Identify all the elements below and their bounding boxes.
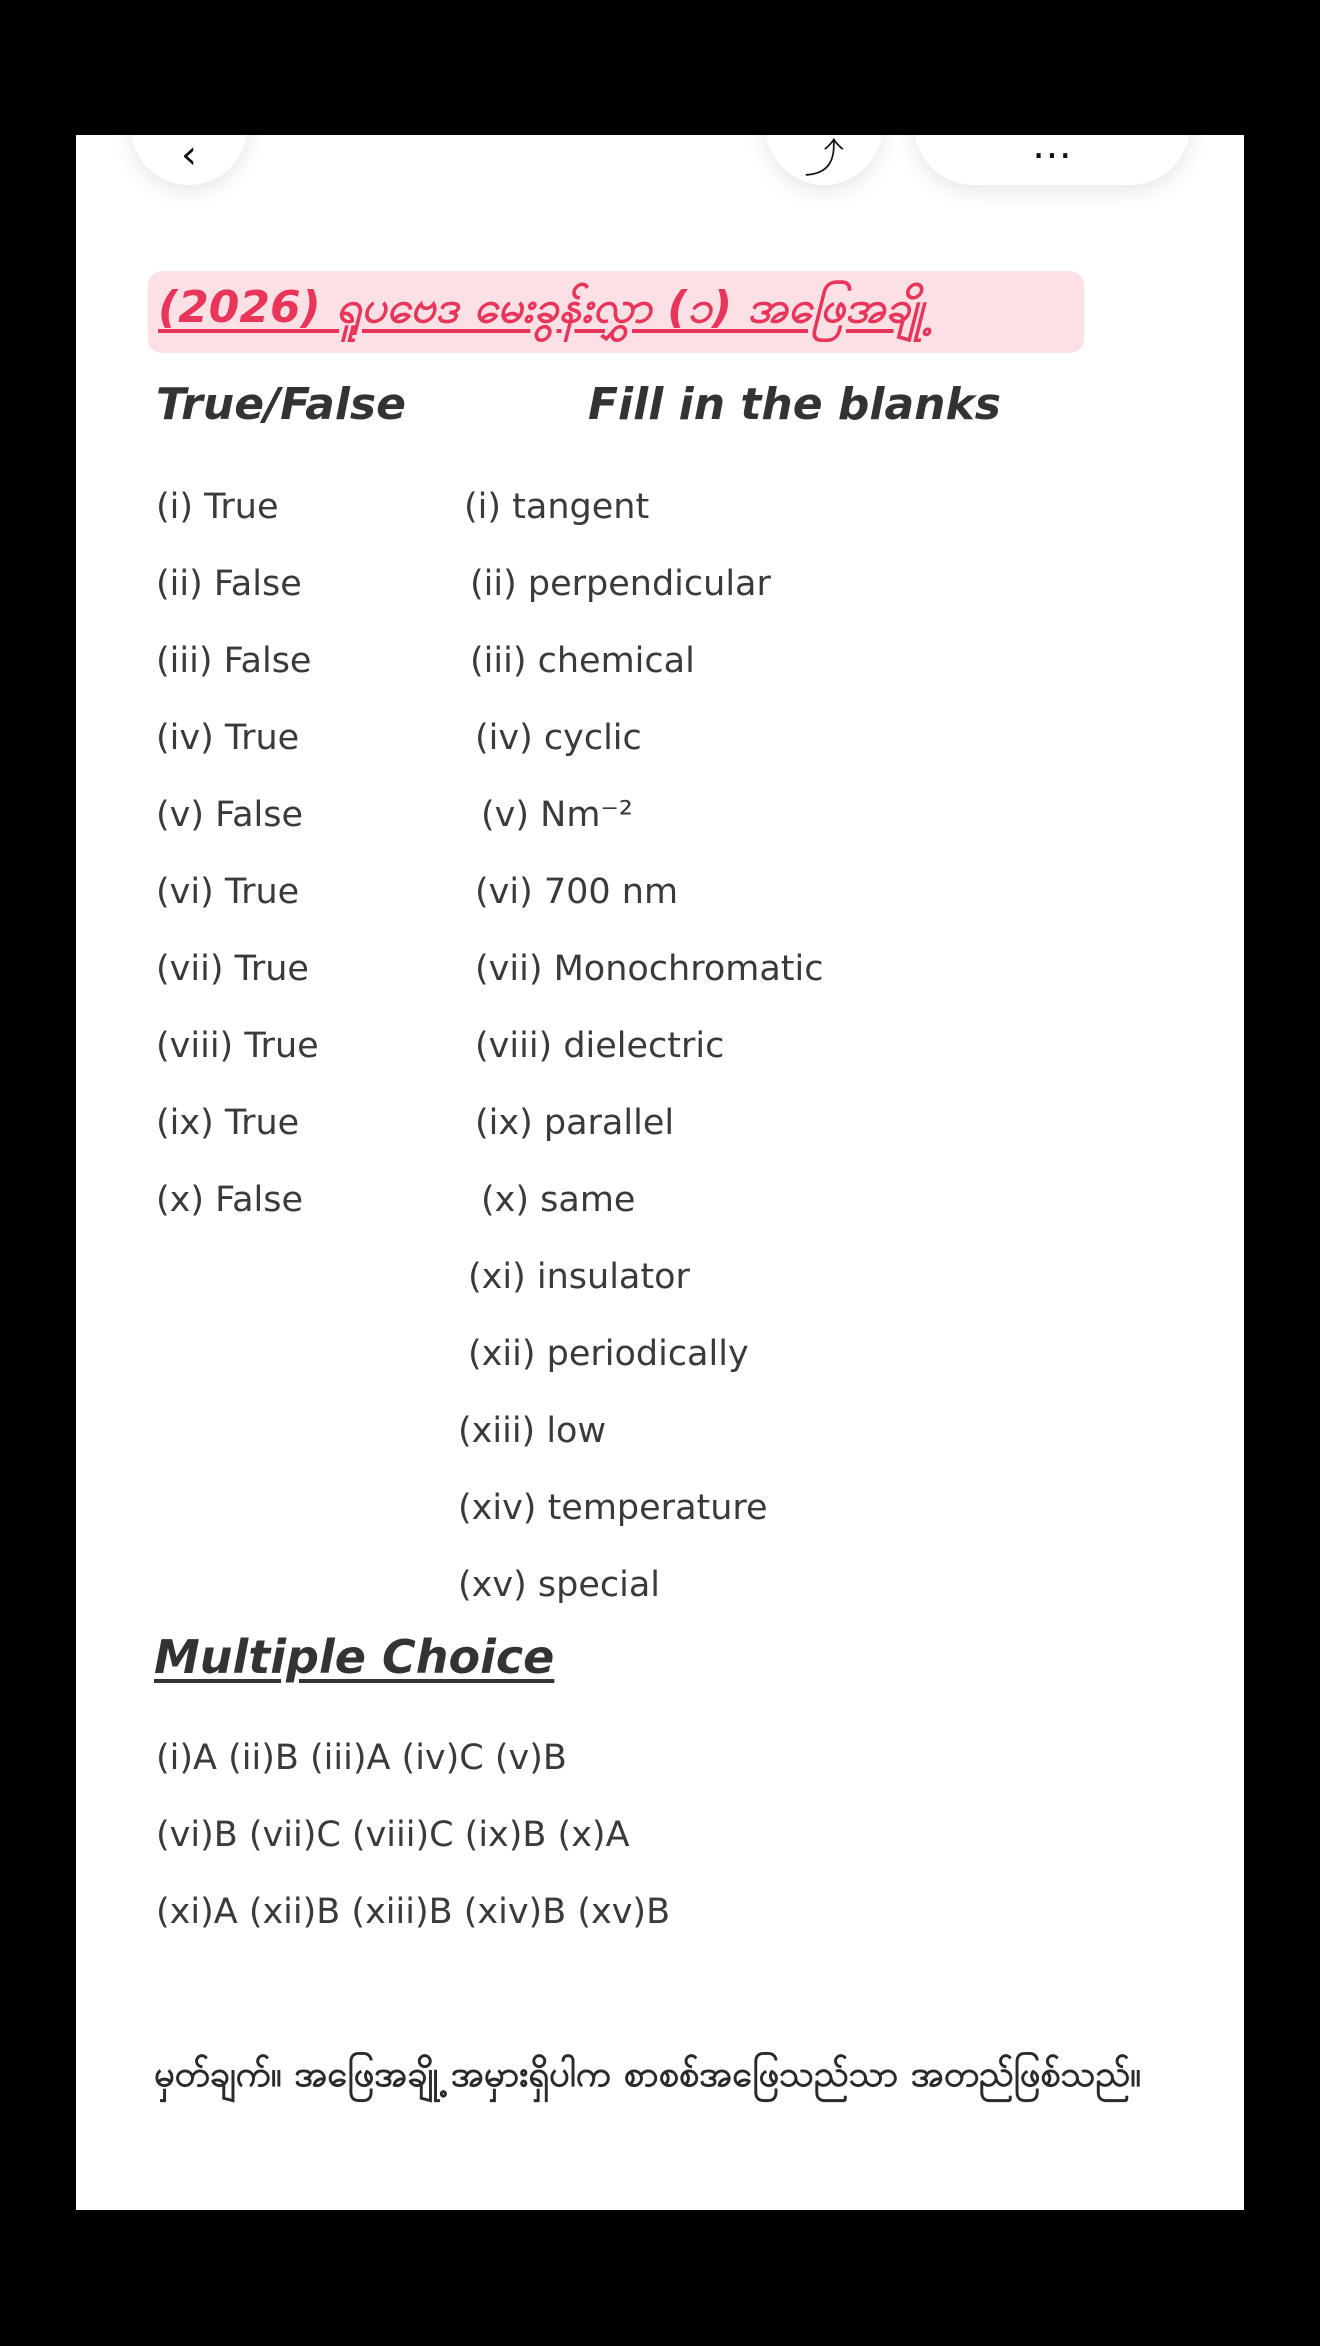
fill-answer-13: (xiii) low (458, 1411, 607, 1451)
fill-answer-15: (xv) special (458, 1565, 660, 1605)
fill-answer-2: (ii) perpendicular (470, 564, 771, 604)
mc-answers-line-2: (vi)B (vii)C (viii)C (ix)B (x)A (156, 1815, 630, 1855)
fill-answer-8: (viii) dielectric (475, 1026, 725, 1066)
fill-answer-5: (v) Nm⁻² (481, 795, 633, 835)
document-content (76, 135, 1244, 2210)
true-false-heading: True/False (156, 379, 406, 430)
tf-answer-7: (vii) True (156, 949, 309, 989)
fill-answer-4: (iv) cyclic (475, 718, 642, 758)
fill-answer-7: (vii) Monochromatic (475, 949, 824, 989)
fill-answer-10: (x) same (481, 1180, 636, 1220)
tf-answer-6: (vi) True (156, 872, 300, 912)
tf-answer-1: (i) True (156, 487, 279, 527)
fill-answer-3: (iii) chemical (470, 641, 695, 681)
fill-answer-12: (xii) periodically (468, 1334, 749, 1374)
tf-answer-9: (ix) True (156, 1103, 300, 1143)
tf-answer-2: (ii) False (156, 564, 302, 604)
tf-answer-8: (viii) True (156, 1026, 319, 1066)
multiple-choice-heading: Multiple Choice (154, 1630, 555, 1684)
fill-answer-14: (xiv) temperature (458, 1488, 768, 1528)
title-highlight (148, 271, 1084, 353)
disclaimer-note: မှတ်ချက်။ အဖြေအချို့ အမှားရှိပါက စာစစ်အဖြေသည်သာ အတည်ဖြစ်သည်။ (154, 2054, 1142, 2095)
mc-answers-line-3: (xi)A (xii)B (xiii)B (xiv)B (xv)B (156, 1892, 671, 1932)
fill-answer-11: (xi) insulator (468, 1257, 690, 1297)
more-icon: ⋯ (1032, 135, 1072, 178)
fill-answer-6: (vi) 700 nm (475, 872, 679, 912)
fill-answer-1: (i) tangent (464, 487, 650, 527)
fill-answer-9: (ix) parallel (475, 1103, 675, 1143)
tf-answer-10: (x) False (156, 1180, 304, 1220)
fill-blanks-heading: Fill in the blanks (588, 379, 1001, 430)
share-icon: ⤴ (804, 135, 844, 182)
mc-answers-line-1: (i)A (ii)B (iii)A (iv)C (v)B (156, 1738, 567, 1778)
tf-answer-5: (v) False (156, 795, 304, 835)
tf-answer-3: (iii) False (156, 641, 312, 681)
tf-answer-4: (iv) True (156, 718, 300, 758)
screen (76, 135, 1244, 2210)
document-title: (2026) ရူပဗေဒ မေးခွန်းလွှာ (၁) အဖြေအချို့ (158, 282, 924, 333)
chevron-left-icon: ‹ (181, 135, 197, 178)
